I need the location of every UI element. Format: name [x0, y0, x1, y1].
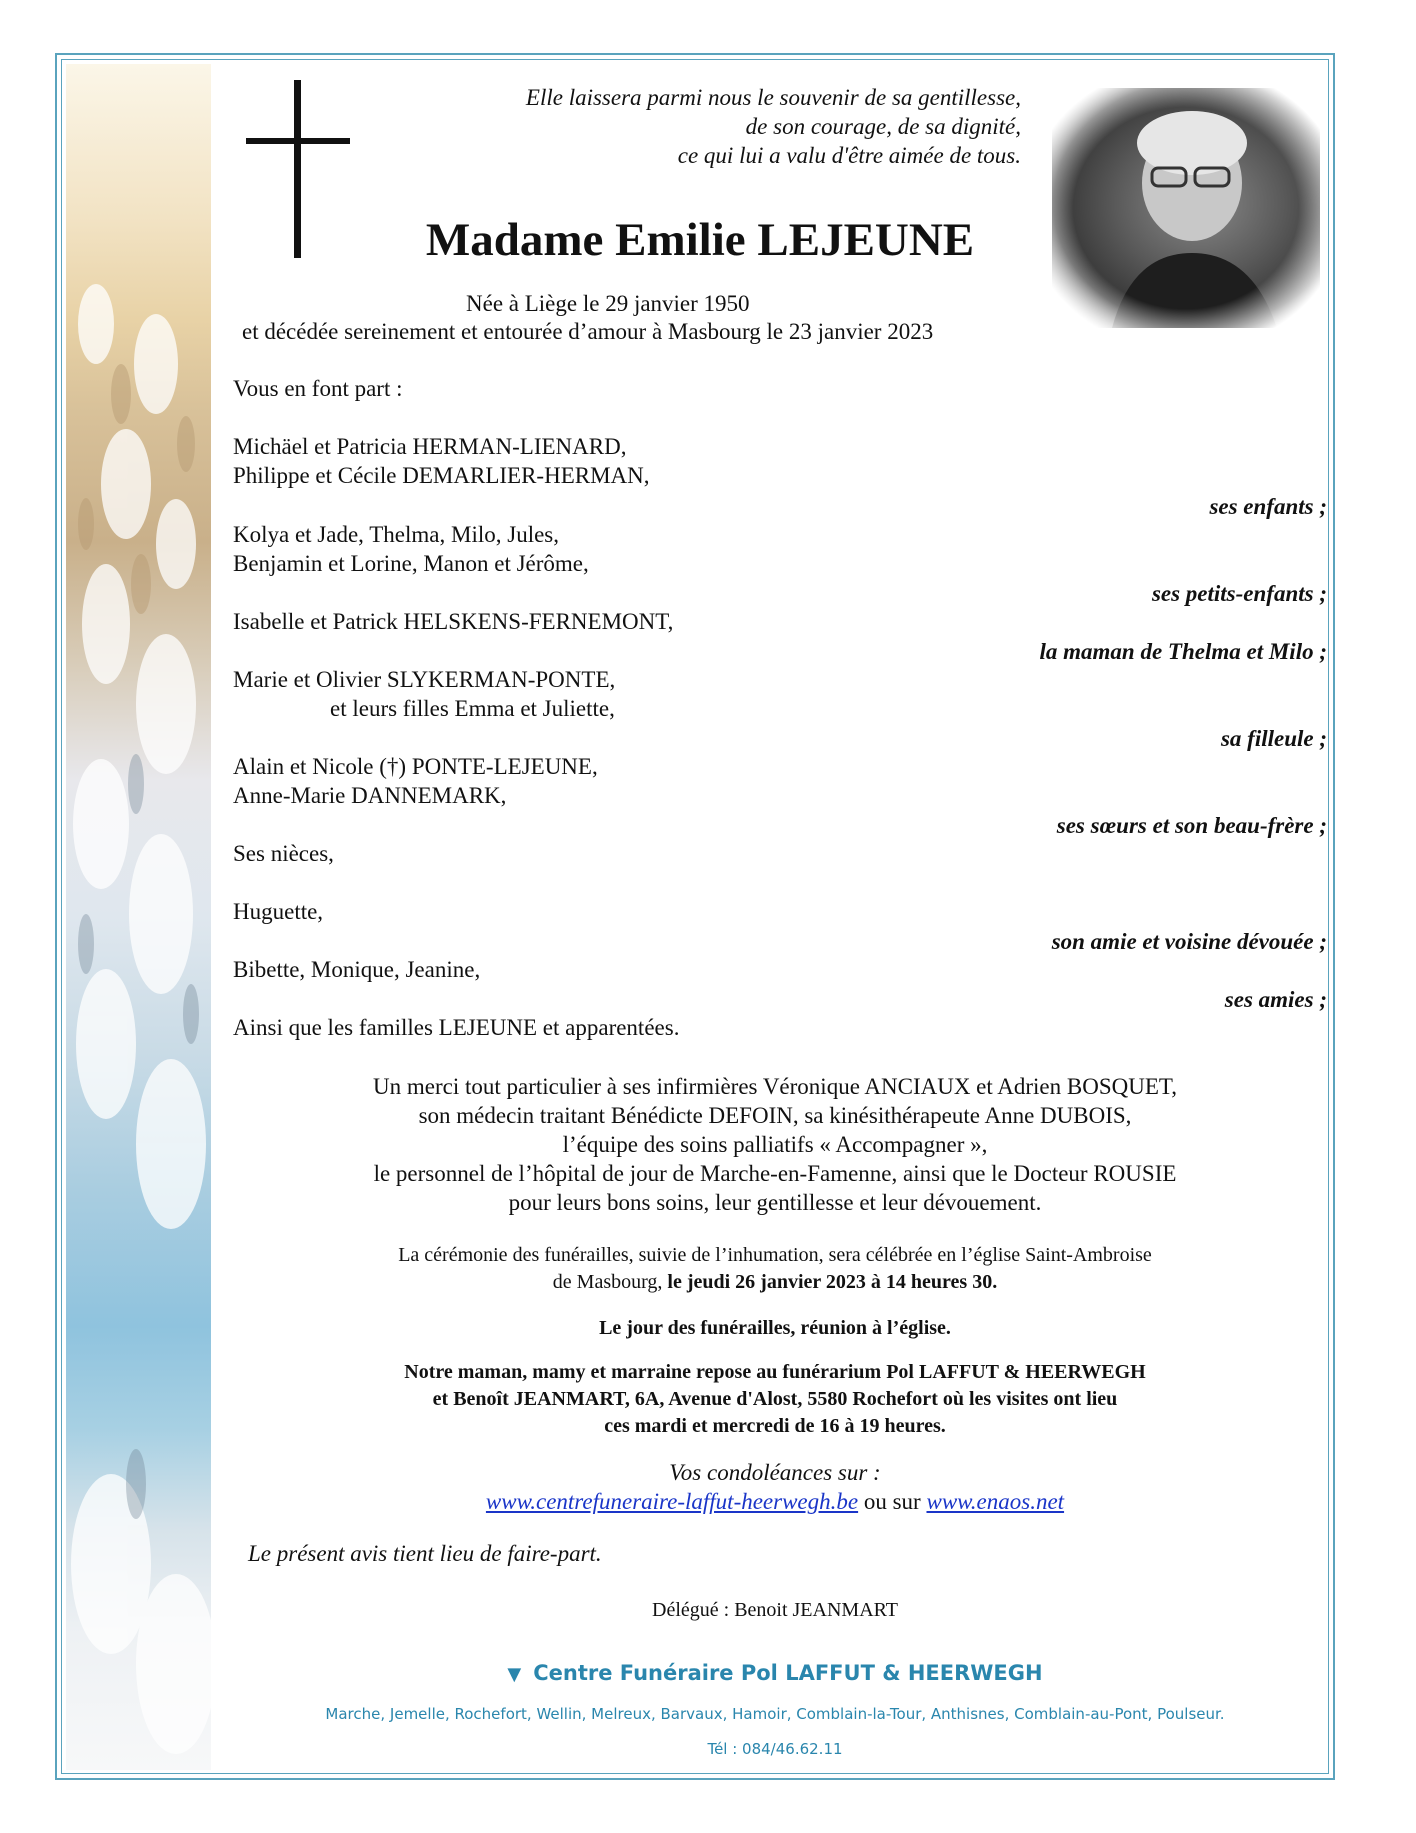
- ceremony-line: [230, 1269, 1320, 1296]
- relation-label: la maman de Thelma et Milo ;: [1039, 639, 1327, 664]
- footer-phone: Tél : 084/46.62.11: [707, 1740, 843, 1758]
- or-text: ou sur: [858, 1489, 927, 1514]
- intro-text: Vous en font part :: [233, 376, 403, 401]
- family-line: Anne-Marie DANNEMARK,: [233, 783, 507, 808]
- family-line: Ainsi que les familles LEJEUNE et apparentées.: [233, 1015, 680, 1040]
- delegate-text: Délégué : Benoit JEANMART: [652, 1599, 898, 1621]
- thanks-line: le personnel de l’hôpital de jour de Marche-en-Famenne, ainsi que le Docteur ROUSIE: [373, 1161, 1177, 1186]
- family-line: Bibette, Monique, Jeanine,: [233, 957, 481, 982]
- family-line: Michäel et Patricia HERMAN-LIENARD,: [233, 434, 627, 459]
- enaos-link[interactable]: www.enaos.net: [926, 1489, 1065, 1514]
- thanks-line: Un merci tout particulier à ses infirmières Véronique ANCIAUX et Adrien BOSQUET,: [373, 1074, 1177, 1099]
- relation-label: son amie et voisine dévouée ;: [1051, 929, 1327, 954]
- thanks-line: pour leurs bons soins, leur gentillesse et leur dévouement.: [508, 1190, 1042, 1215]
- footer-title: [230, 1661, 1320, 1685]
- family-line: Kolya et Jade, Thelma, Milo, Jules,: [233, 522, 559, 547]
- ceremony-line: La cérémonie des funérailles, suivie de l’inhumation, sera célébrée en l’église Saint-Ambroise: [398, 1244, 1152, 1266]
- death-line: et décédée sereinement et entourée d’amour à Masbourg le 23 janvier 2023: [242, 319, 934, 344]
- quote-line: ce qui lui a valu d'être aimée de tous.: [677, 143, 1021, 168]
- relation-label: ses sœurs et son beau-frère ;: [1056, 813, 1327, 838]
- ceremony-section: [230, 1242, 1320, 1296]
- funeral-center-name: Centre Funéraire Pol LAFFUT & HEERWEGH: [533, 1661, 1043, 1685]
- visit-line: et Benoît JEANMART, 6A, Avenue d'Alost, 5580 Rochefort où les visites ont lieu: [432, 1388, 1118, 1410]
- triangle-down-icon: ▼: [507, 1664, 522, 1685]
- footer-locations: Marche, Jemelle, Rochefort, Wellin, Melreux, Barvaux, Hamoir, Comblain-la-Tour, Anthisnes, Comblain-au-Pont, Poulseur.: [325, 1705, 1225, 1723]
- quote-line: Elle laissera parmi nous le souvenir de sa gentillesse,: [525, 85, 1021, 110]
- funeral-center-link[interactable]: www.centrefuneraire-laffut-heerwegh.be: [485, 1489, 859, 1514]
- family-line: Isabelle et Patrick HELSKENS-FERNEMONT,: [233, 609, 674, 634]
- ceremony-place: de Masbourg,: [552, 1271, 668, 1293]
- family-line: Marie et Olivier SLYKERMAN-PONTE,: [233, 667, 616, 692]
- visit-line: ces mardi et mercredi de 16 à 19 heures.: [604, 1415, 946, 1437]
- family-line: Ses nièces,: [233, 841, 334, 866]
- birth-line: Née à Liège le 29 janvier 1950: [466, 291, 750, 316]
- family-line: Benjamin et Lorine, Manon et Jérôme,: [233, 551, 589, 576]
- family-line: et leurs filles Emma et Juliette,: [330, 696, 615, 721]
- memorial-quote: [380, 83, 1021, 170]
- condolences-label: Vos condoléances sur :: [669, 1460, 881, 1485]
- visit-section: [230, 1359, 1320, 1440]
- notice-text: Le présent avis tient lieu de faire-part.: [248, 1541, 602, 1566]
- thanks-section: [230, 1072, 1320, 1217]
- deceased-name: Madame Emilie LEJEUNE: [425, 214, 975, 266]
- visit-line: Notre maman, mamy et marraine repose au funérarium Pol LAFFUT & HEERWEGH: [404, 1361, 1146, 1383]
- family-line: Alain et Nicole (†) PONTE-LEJEUNE,: [233, 754, 598, 779]
- meeting-note: Le jour des funérailles, réunion à l’église.: [599, 1317, 951, 1339]
- thanks-line: l’équipe des soins palliatifs « Accompagner »,: [562, 1132, 988, 1157]
- relation-label: ses petits-enfants ;: [1151, 581, 1327, 606]
- thanks-line: son médecin traitant Bénédicte DEFOIN, sa kinésithérapeute Anne DUBOIS,: [418, 1103, 1132, 1128]
- family-line: Philippe et Cécile DEMARLIER-HERMAN,: [233, 463, 650, 488]
- quote-line: de son courage, de sa dignité,: [745, 114, 1021, 139]
- condolences-links: [230, 1487, 1320, 1516]
- ceremony-date: le jeudi 26 janvier 2023 à 14 heures 30.: [667, 1271, 998, 1293]
- family-line: Huguette,: [233, 899, 324, 924]
- relation-label: ses enfants ;: [1209, 494, 1327, 519]
- relation-label: sa filleule ;: [1220, 726, 1327, 751]
- relation-label: ses amies ;: [1224, 987, 1327, 1012]
